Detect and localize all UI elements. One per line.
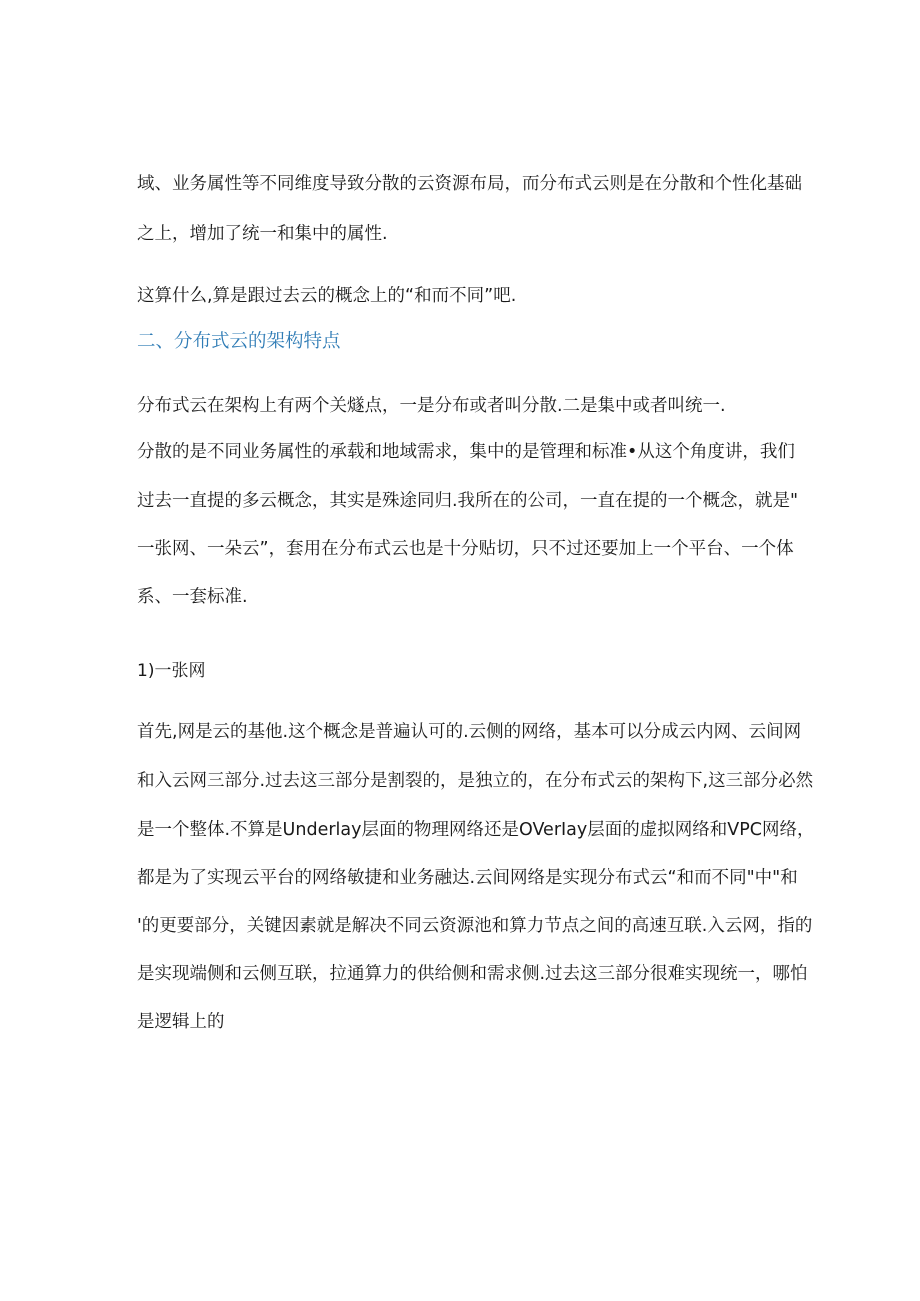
subsection-line-4: 都是为了实现云平台的网络敏捷和业务融达.云间网络是实现分布式云“和而不同"中"和 [137,868,798,888]
subsection-line-7: 是逻辑上的 [137,1012,225,1032]
subsection-heading: 1)一张网 [137,661,206,681]
section-line-1: 分布式云在架构上有两个关燧点，一是分布或者叫分散.二是集中或者叫统一. [137,396,726,416]
subsection-line-2: 和入云网三部分.过去这三部分是割裂的，是独立的，在分布式云的架构下,这三部分必然 [137,771,814,791]
subsection-line-5: '的更要部分，关键因素就是解决不同云资源池和算力节点之间的高速互联.入云网，指的 [137,916,813,936]
section-heading: 二、分布式云的架构特点 [137,331,341,352]
intro-line-1: 域、业务属性等不同维度导致分散的云资源布局，而分布式云则是在分散和个性化基础 [137,174,802,194]
section-line-4: 一张网、一朵云”，套用在分布式云也是十分贴切，只不过还要加上一个平台、一个体 [137,539,794,559]
subsection-line-3: 是一个整体.不算是Underlay层面的物理网络还是OVerIay层面的虚拟网络和VPC网络， [137,820,815,840]
section-line-2: 分散的是不同业务属性的承载和地域需求，集中的是管理和标准•从这个角度讲，我们 [137,442,795,462]
intro-line-2: 之上，增加了统一和集中的属性. [137,224,388,244]
subsection-line-1: 首先,网是云的基他.这个概念是普遍认可的.云侧的网络，基本可以分成云内网、云间网 [137,722,802,742]
section-line-3: 过去一直提的多云概念，其实是殊途同归.我所在的公司，一直在提的一个概念，就是" [137,491,799,511]
section-line-5: 系、一套标准. [137,587,248,607]
summary-line: 这算什么,算是跟过去云的概念上的“和而不同”吧. [137,286,517,306]
subsection-line-6: 是实现端侧和云侧互联，拉通算力的供给侧和需求侧.过去这三部分很难实现统一，哪怕 [137,964,808,984]
